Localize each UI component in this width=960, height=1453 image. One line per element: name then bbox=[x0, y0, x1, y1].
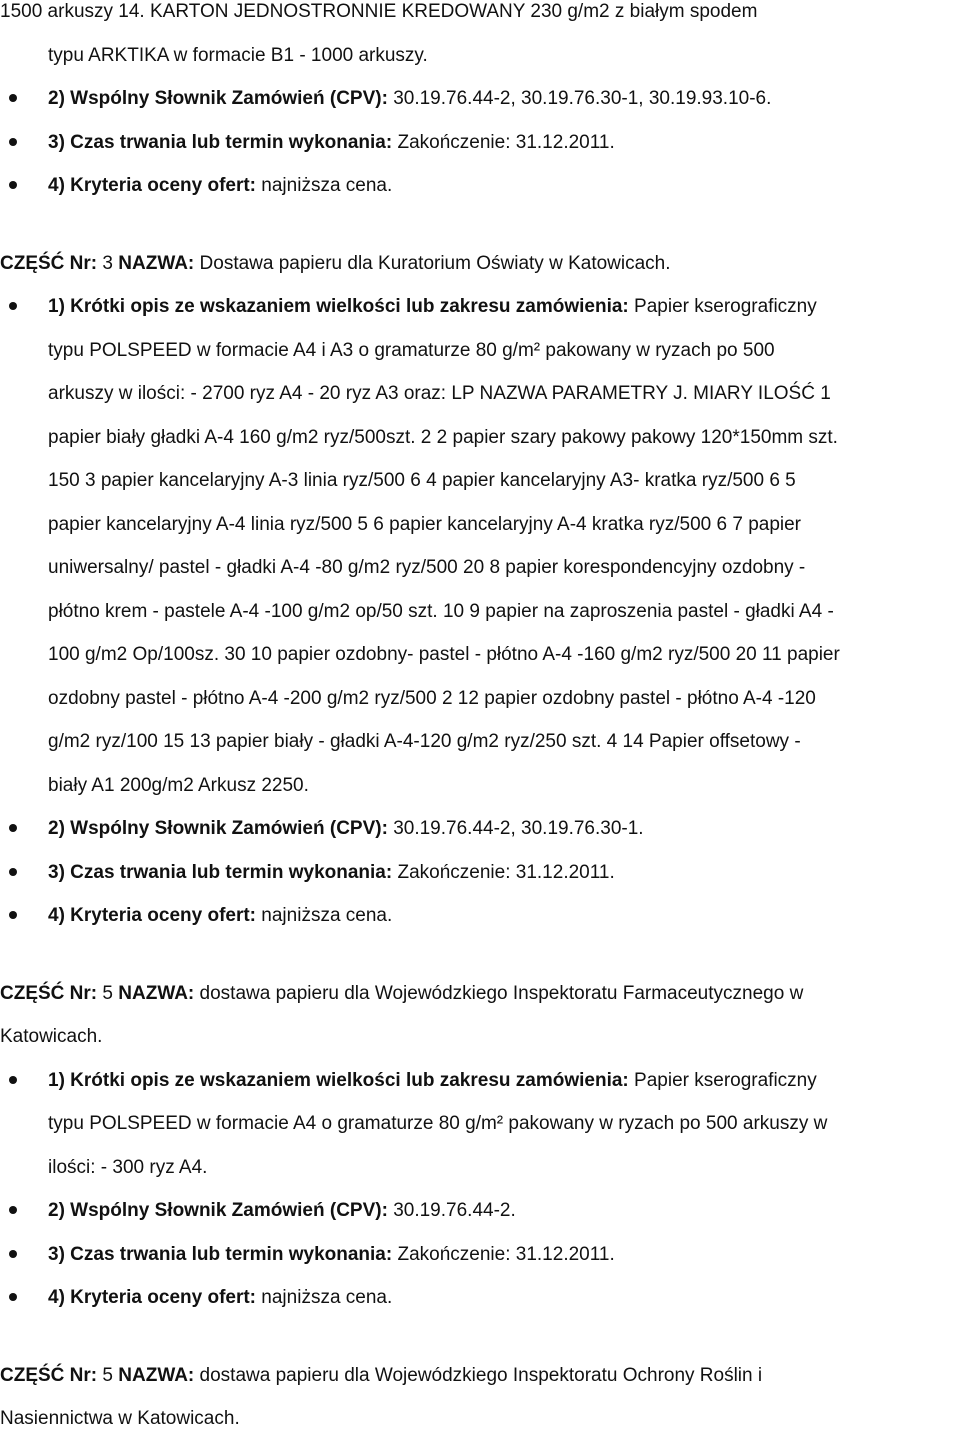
bullet-icon bbox=[9, 138, 17, 146]
item-label: 3) Czas trwania lub termin wykonania: bbox=[48, 131, 393, 153]
list-item-duration bbox=[0, 851, 960, 895]
list-item-criteria bbox=[0, 894, 960, 938]
bullet-icon bbox=[9, 94, 17, 102]
heading-name-continued: Katowicach. bbox=[0, 1026, 103, 1047]
item-label: 2) Wspólny Słownik Zamówień (CPV): bbox=[48, 1200, 388, 1221]
item-label: 4) Kryteria oceny ofert: bbox=[48, 905, 257, 926]
spacer bbox=[0, 208, 960, 242]
heading-label: CZĘŚĆ Nr: bbox=[0, 1364, 98, 1386]
part-heading bbox=[0, 972, 960, 1059]
list-item-description bbox=[0, 1059, 960, 1190]
part-heading bbox=[0, 242, 960, 286]
item-value: Zakończenie: 31.12.2011. bbox=[397, 1243, 615, 1265]
text-line: ilości: - 300 ryz A4. bbox=[48, 1156, 208, 1178]
heading-name-continued: Nasiennictwa w Katowicach. bbox=[0, 1408, 240, 1429]
item-label: 2) Wspólny Słownik Zamówień (CPV): bbox=[48, 818, 388, 839]
list-item-criteria bbox=[0, 164, 960, 208]
text-line: 150 3 papier kancelaryjny A-3 linia ryz/500 6 4 papier kancelaryjny A3- kratka ryz/500 6 5 bbox=[48, 470, 796, 491]
text-line: 100 g/m2 Op/100sz. 30 10 papier ozdobny- pastel - płótno A-4 -160 g/m2 ryz/500 20 11 papier bbox=[48, 644, 840, 665]
text-line: arkuszy w ilości: - 2700 ryz A4 - 20 ryz A3 oraz: LP NAZWA PARAMETRY J. MIARY ILOŚĆ 1 bbox=[48, 383, 831, 404]
text-line: typu POLSPEED w formacie A4 o gramaturze 80 g/m² pakowany w ryzach po 500 arkuszy w bbox=[48, 1113, 828, 1134]
item-value: Zakończenie: 31.12.2011. bbox=[397, 861, 615, 883]
item-value: Zakończenie: 31.12.2011. bbox=[397, 131, 615, 153]
item-value: najniższa cena. bbox=[261, 905, 393, 926]
item-label: 1) Krótki opis ze wskazaniem wielkości lub zakresu zamówienia: bbox=[48, 296, 629, 317]
item-label: 4) Kryteria oceny ofert: bbox=[48, 175, 257, 196]
heading-name: dostawa papieru dla Wojewódzkiego Inspektoratu Ochrony Roślin i bbox=[199, 1364, 763, 1386]
list-item-criteria bbox=[0, 1276, 960, 1320]
item-label: 3) Czas trwania lub termin wykonania: bbox=[48, 1243, 393, 1265]
bullet-icon bbox=[9, 1293, 17, 1301]
heading-number: 5 bbox=[102, 1364, 113, 1386]
bullet-icon bbox=[9, 181, 17, 189]
list-item-description bbox=[0, 285, 960, 807]
text-line: papier biały gładki A-4 160 g/m2 ryz/500szt. 2 2 papier szary pakowy pakowy 120*150mm szt. bbox=[48, 426, 838, 448]
spacer bbox=[0, 1320, 960, 1354]
item-value: najniższa cena. bbox=[261, 1287, 393, 1308]
continuation-paragraph bbox=[0, 0, 960, 77]
text-line: g/m2 ryz/100 15 13 papier biały - gładki A-4-120 g/m2 ryz/250 szt. 4 14 Papier offsetowy - bbox=[48, 731, 801, 752]
spacer bbox=[0, 938, 960, 972]
text-line: biały A1 200g/m2 Arkusz 2250. bbox=[48, 774, 309, 796]
item-value: 30.19.76.44-2. bbox=[393, 1200, 516, 1221]
bullet-icon bbox=[9, 868, 17, 876]
bullet-icon bbox=[9, 1206, 17, 1214]
text-line: 1500 arkuszy 14. KARTON JEDNOSTRONNIE KREDOWANY 230 g/m2 z białym spodem bbox=[0, 1, 758, 22]
item-value: najniższa cena. bbox=[261, 175, 393, 196]
text-line: typu POLSPEED w formacie A4 i A3 o gramaturze 80 g/m² pakowany w ryzach po 500 bbox=[48, 339, 775, 361]
text-line: typu ARKTIKA w formacie B1 - 1000 arkuszy. bbox=[48, 44, 428, 66]
item-label: 1) Krótki opis ze wskazaniem wielkości lub zakresu zamówienia: bbox=[48, 1069, 629, 1091]
list-item-cpv bbox=[0, 807, 960, 851]
text-line: uniwersalny/ pastel - gładki A-4 -80 g/m2 ryz/500 20 8 papier korespondencyjny ozdobny - bbox=[48, 557, 806, 578]
heading-name: Dostawa papieru dla Kuratorium Oświaty w Katowicach. bbox=[199, 252, 671, 274]
list-item-cpv bbox=[0, 77, 960, 121]
text-line: papier kancelaryjny A-4 linia ryz/500 5 6 papier kancelaryjny A-4 kratka ryz/500 6 7 papier bbox=[48, 513, 802, 535]
list-item-duration bbox=[0, 1233, 960, 1277]
text-line: ozdobny pastel - płótno A-4 -200 g/m2 ryz/500 2 12 papier ozdobny pastel - płótno A-4 -120 bbox=[48, 687, 816, 709]
text-line: płótno krem - pastele A-4 -100 g/m2 op/50 szt. 10 9 papier na zaproszenia pastel - gładki A4 - bbox=[48, 600, 834, 622]
item-value: Papier kserograficzny bbox=[634, 296, 817, 317]
heading-label: CZĘŚĆ Nr: bbox=[0, 982, 98, 1004]
bullet-icon bbox=[9, 824, 17, 832]
item-label: 4) Kryteria oceny ofert: bbox=[48, 1287, 257, 1308]
heading-name-label: NAZWA: bbox=[118, 252, 195, 274]
heading-name-label: NAZWA: bbox=[118, 1364, 195, 1386]
heading-number: 3 bbox=[102, 252, 113, 274]
heading-name-label: NAZWA: bbox=[118, 982, 195, 1004]
item-label: 3) Czas trwania lub termin wykonania: bbox=[48, 861, 393, 883]
list-item-duration bbox=[0, 121, 960, 165]
item-value: 30.19.76.44-2, 30.19.76.30-1, 30.19.93.10-6. bbox=[393, 88, 772, 109]
bullet-icon bbox=[9, 1076, 17, 1084]
item-value: 30.19.76.44-2, 30.19.76.30-1. bbox=[393, 818, 644, 839]
bullet-icon bbox=[9, 1250, 17, 1258]
item-label: 2) Wspólny Słownik Zamówień (CPV): bbox=[48, 88, 388, 109]
bullet-icon bbox=[9, 302, 17, 310]
heading-number: 5 bbox=[102, 982, 113, 1004]
bullet-icon bbox=[9, 911, 17, 919]
heading-name: dostawa papieru dla Wojewódzkiego Inspektoratu Farmaceutycznego w bbox=[199, 982, 804, 1004]
item-value: Papier kserograficzny bbox=[634, 1069, 817, 1091]
list-item-cpv bbox=[0, 1189, 960, 1233]
part-heading bbox=[0, 1354, 960, 1441]
heading-label: CZĘŚĆ Nr: bbox=[0, 252, 98, 274]
